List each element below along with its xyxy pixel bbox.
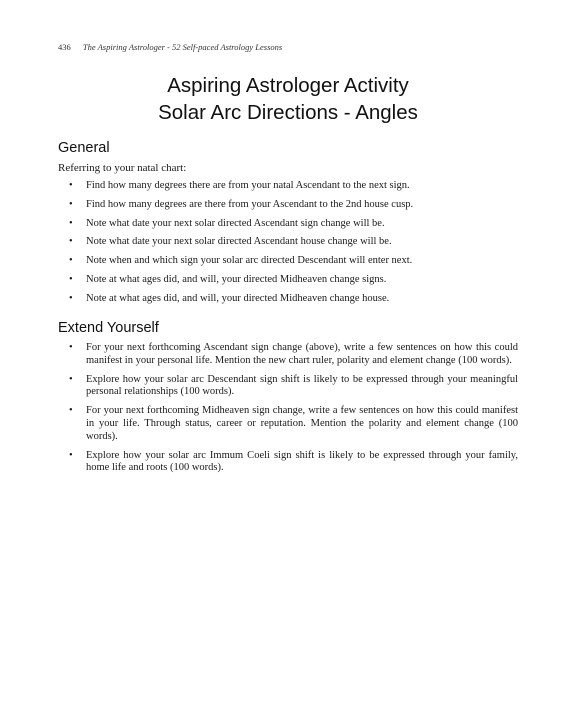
list-item-text: For your next forthcoming Midheaven sign change, write a few sentences on how this could manifest in your life. Through status, career or reputation. Mention the polarity and element change (100 words). bbox=[86, 405, 518, 442]
list-item bbox=[58, 255, 518, 268]
bullet-icon: • bbox=[69, 198, 73, 210]
bullet-icon: • bbox=[69, 405, 73, 417]
list-item-text: Find how many degrees are there from your Ascendant to the 2nd house cusp. bbox=[86, 198, 414, 210]
list-item-text: Note at what ages did, and will, your directed Midheaven change house. bbox=[86, 292, 390, 304]
page-title bbox=[0, 72, 576, 126]
list-item-text: Note at what ages did, and will, your directed Midheaven change signs. bbox=[86, 273, 387, 285]
book-title: The Aspiring Astrologer - 52 Self-paced Astrology Lessons bbox=[82, 42, 283, 52]
list-item-text: Find how many degrees there are from your natal Ascendant to the next sign. bbox=[86, 180, 410, 191]
page-number: 436 bbox=[58, 42, 71, 52]
list-item-text: Note what date your next solar directed Ascendant house change will be. bbox=[86, 236, 392, 248]
list-item bbox=[58, 405, 518, 443]
bullet-icon: • bbox=[69, 255, 73, 267]
running-header bbox=[58, 42, 282, 52]
general-intro: Referring to your natal chart: bbox=[58, 162, 187, 174]
bullet-icon: • bbox=[69, 373, 73, 385]
list-item-text: Explore how your solar arc Descendant sign shift is likely to be expressed through your meaningful personal relationships (100 words). bbox=[86, 373, 518, 398]
extend-list bbox=[58, 342, 518, 475]
list-item bbox=[58, 236, 518, 249]
general-heading: General bbox=[58, 140, 110, 156]
list-item bbox=[58, 293, 518, 306]
extend-heading: Extend Yourself bbox=[58, 320, 159, 336]
list-item-text: Note when and which sign your solar arc directed Descendant will enter next. bbox=[86, 255, 413, 267]
list-item bbox=[58, 274, 518, 287]
bullet-icon: • bbox=[69, 217, 73, 229]
list-item bbox=[58, 342, 518, 368]
bullet-icon: • bbox=[69, 449, 73, 461]
bullet-icon: • bbox=[69, 180, 73, 191]
general-section bbox=[58, 140, 518, 312]
bullet-icon: • bbox=[69, 273, 73, 285]
list-item-text: Explore how your solar arc Immum Coeli sign shift is likely to be expressed through your family, home life and roots (100 words). bbox=[86, 449, 518, 474]
bullet-icon: • bbox=[69, 292, 73, 304]
list-item bbox=[58, 374, 518, 400]
extend-yourself-section bbox=[58, 320, 518, 481]
bullet-icon: • bbox=[69, 236, 73, 248]
bullet-icon: • bbox=[69, 342, 73, 353]
title-line-2: Solar Arc Directions - Angles bbox=[158, 101, 418, 124]
list-item bbox=[58, 199, 518, 212]
list-item-text: Note what date your next solar directed Ascendant sign change will be. bbox=[86, 217, 385, 229]
title-line-1: Aspiring Astrologer Activity bbox=[167, 74, 409, 97]
list-item-text: For your next forthcoming Ascendant sign change (above), write a few sentences on how this could manifest in your personal life. Mention the new chart ruler, polarity and element change (100 words). bbox=[86, 342, 518, 366]
list-item bbox=[58, 218, 518, 231]
list-item bbox=[58, 180, 518, 193]
list-item bbox=[58, 450, 518, 476]
general-list bbox=[58, 180, 518, 306]
